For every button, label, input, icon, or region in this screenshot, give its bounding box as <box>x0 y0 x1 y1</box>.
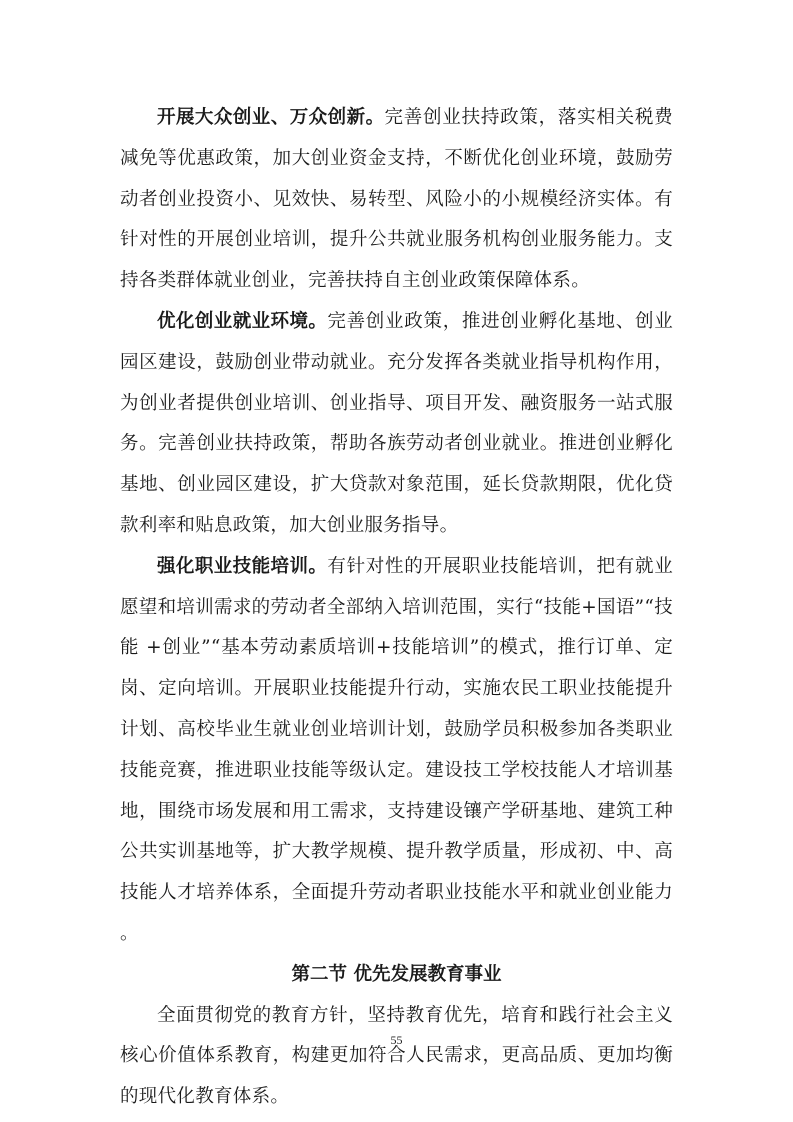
paragraph-entrepreneurship <box>120 98 673 302</box>
paragraph-text: 完善创业政策，推进创业孵化基地、创业园区建设，鼓励创业带动就业。充分发挥各类就业指导机构作用，为创业者提供创业培训、创业指导、项目开发、融资服务一站式服务。完善创业扶持政策，帮助各族劳动者创业就业。推进创业孵化基地、创业园区建设，扩大贷款对象范围，延长贷款期限，优化贷款利率和贴息政策，加大创业服务指导。 <box>120 310 673 536</box>
document-page <box>120 98 673 1118</box>
section-title: 第二节 优先发展教育事业 <box>291 963 502 985</box>
paragraph-skills-training <box>120 547 673 955</box>
section-intro: 全面贯彻党的教育方针，坚持教育优先，培育和践行社会主义核心价值体系教育，构建更加符合人民需求，更高品质、更加均衡的现代化教育体系。 <box>120 1004 673 1108</box>
paragraph-environment <box>120 302 673 547</box>
paragraph-lead: 强化职业技能培训。 <box>157 555 328 577</box>
paragraph-text: 有针对性的开展职业技能培训，把有就业愿望和培训需求的劳动者全部纳入培训范围，实行“技能+国语”“技能 +创业”“基本劳动素质培训+技能培训”的模式，推行订单、定岗、定向培训。开展职业技能提升行动，实施农民工职业技能提升计划、高校毕业生就业创业培训计划，鼓励学员积极参加各类职业技能竞赛，推进职业技能等级认定。建设技工学校技能人才培训基地，围绕市场发展和用工需求，支持建设镶产学研基地、建筑工种公共实训基地等，扩大教学规模、提升教学质量，形成初、中、高技能人才培养体系，全面提升劳动者职业技能水平和就业创业能力 。 <box>120 555 673 944</box>
page-number: 55 <box>390 1033 403 1047</box>
paragraph-text: 完善创业扶持政策，落实相关税费减免等优惠政策，加大创业资金支持，不断优化创业环境，鼓励劳动者创业投资小、见效快、易转型、风险小的小规模经济实体。有针对性的开展创业培训，提升公共就业服务机构创业服务能力。支持各类群体就业创业，完善扶持自主创业政策保障体系。 <box>120 107 673 292</box>
paragraph-lead: 开展大众创业、万众创新。 <box>157 107 385 128</box>
paragraph-lead: 优化创业就业环境。 <box>157 310 328 332</box>
